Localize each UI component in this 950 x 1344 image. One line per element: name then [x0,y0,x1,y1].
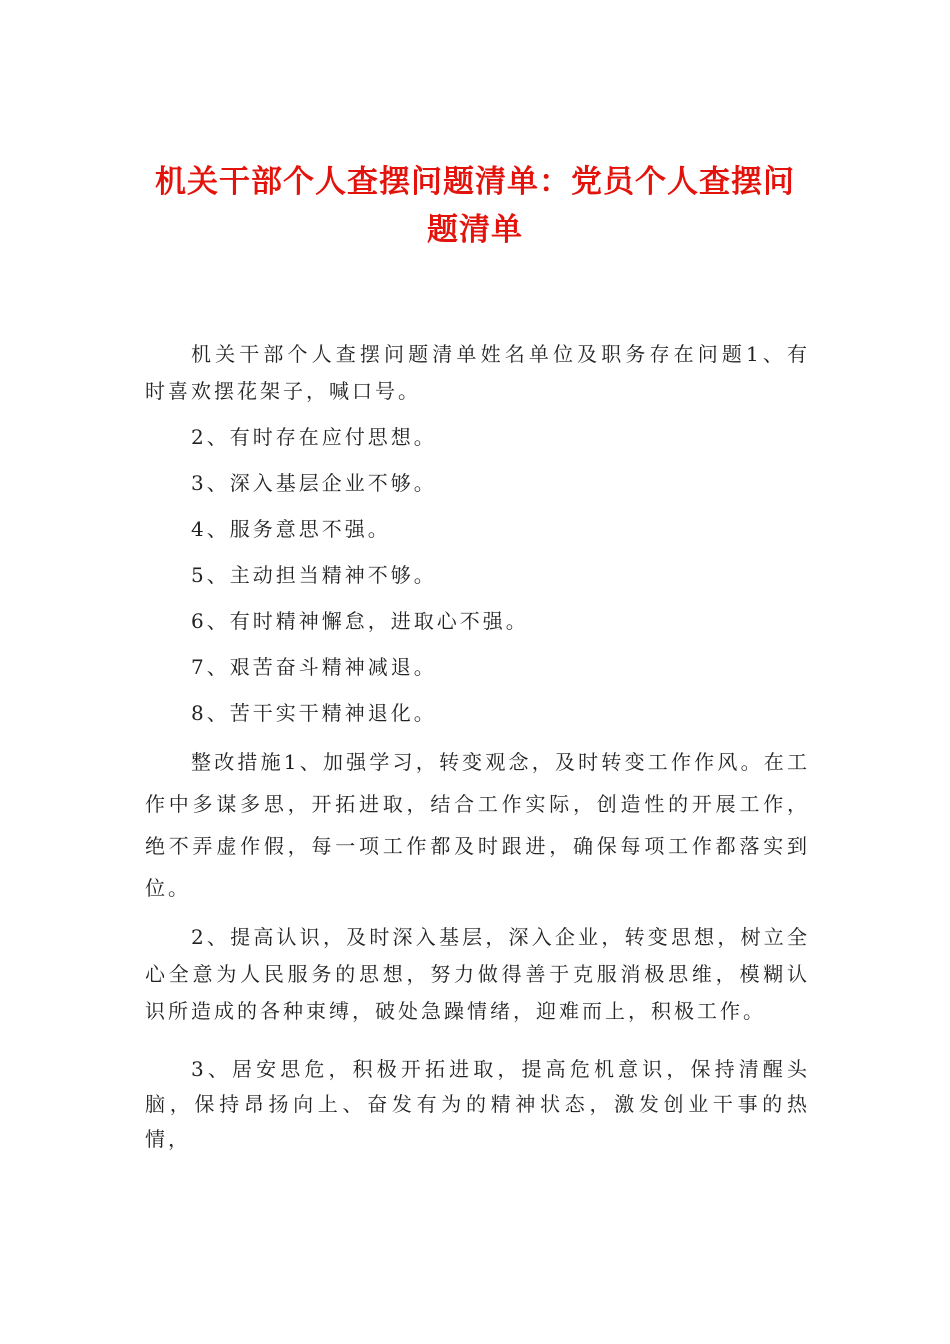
problem-item-5: 5、主动担当精神不够。 [191,563,437,587]
document-title: 机关干部个人查摆问题清单：党员个人查摆问题清单 [155,164,795,248]
problem-item-2: 2、有时存在应付思想。 [191,425,437,449]
problem-item-7: 7、艰苦奋斗精神减退。 [191,655,437,679]
intro-paragraph: 机关干部个人查摆问题清单姓名单位及职务存在问题1、有 时喜欢摆花架子，喊口号。 [145,342,810,403]
measure-paragraph-3: 3、居安思危，积极开拓进取，提高危机意识，保持清醒头脑，保持昂扬向上、奋发有为的精神状态，激发创业干事的热情， [145,1057,810,1151]
problem-item-6: 6、有时精神懈怠，进取心不强。 [191,609,529,633]
document-body [145,336,810,1157]
measure-paragraph-1: 整改措施1、加强学习，转变观念，及时转变工作作风。在工作中多谋多思，开拓进取，结合工作实际，创造性的开展工作，绝不弄虚作假，每一项工作都及时跟进，确保每项工作都落实到位。 [145,750,810,900]
problem-item-3: 3、深入基层企业不够。 [191,471,437,495]
measure-paragraph-2: 2、提高认识，及时深入基层，深入企业，转变思想，树立全心全意为人民服务的思想，努力做得善于克服消极思维，模糊认识所造成的各种束缚，破处急躁情绪，迎难而上，积极工作。 [145,925,810,1023]
problem-item-4: 4、服务意思不强。 [191,517,391,541]
problem-item-8: 8、苦干实干精神退化。 [191,701,437,725]
